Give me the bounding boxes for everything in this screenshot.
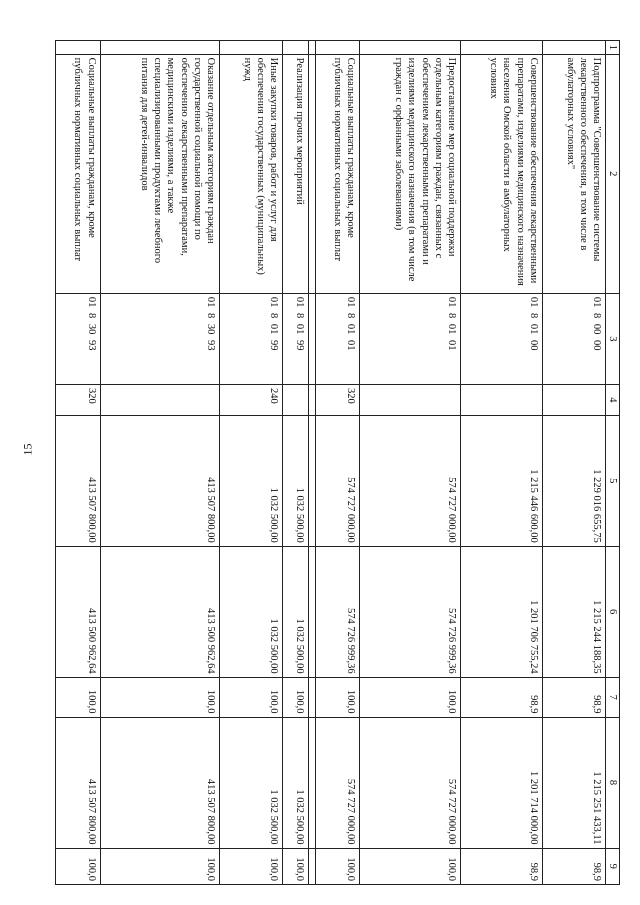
cell-fact: 574 726 999,36 bbox=[360, 546, 461, 677]
header-cell: 8 bbox=[605, 717, 619, 848]
cell-limit: 1 201 714 000,00 bbox=[460, 717, 542, 848]
budget-table bbox=[55, 40, 620, 885]
cell-pct2: 100,0 bbox=[219, 848, 282, 884]
cell-pct2: 100,0 bbox=[360, 848, 461, 884]
cell-empty bbox=[308, 677, 315, 717]
cell-pct: 98,9 bbox=[542, 677, 605, 717]
cell-name: Реализация прочих мероприятий bbox=[282, 54, 308, 293]
cell-code: 01 8 00 00 bbox=[542, 293, 605, 384]
cell-limit: 574 727 000,00 bbox=[360, 717, 461, 848]
cell-type bbox=[282, 384, 308, 415]
cell-pct2: 98,9 bbox=[542, 848, 605, 884]
cell-name: Предоставление мер социальной поддержки отдельным категориям граждан, связанных с обеспечением лекарственными препаратами и изделиями медицинского назначения (в том числе граждан с орфанными заболеваниями) bbox=[360, 54, 461, 293]
cell-pct: 100,0 bbox=[315, 677, 359, 717]
cell-name: Социальные выплаты гражданам, кроме публичных нормативных социальных выплат bbox=[56, 54, 101, 293]
page-number: 15 bbox=[20, 443, 35, 456]
cell-type: 320 bbox=[315, 384, 359, 415]
header-cell: 6 bbox=[605, 546, 619, 677]
cell-fact: 1 032 500,00 bbox=[219, 546, 282, 677]
header-cell: 1 bbox=[605, 41, 619, 55]
cell-limit: 1 032 500,00 bbox=[219, 717, 282, 848]
cell-empty bbox=[542, 41, 605, 55]
cell-empty bbox=[308, 415, 315, 546]
cell-name: Социальные выплаты гражданам, кроме публичных нормативных социальных выплат bbox=[315, 54, 359, 293]
cell-type: 320 bbox=[56, 384, 101, 415]
cell-empty bbox=[100, 41, 219, 55]
cell-empty bbox=[315, 41, 359, 55]
cell-pct2: 100,0 bbox=[282, 848, 308, 884]
cell-code: 01 8 01 01 bbox=[360, 293, 461, 384]
cell-pct2: 98,9 bbox=[460, 848, 542, 884]
cell-empty bbox=[308, 848, 315, 884]
cell-fact: 1 201 706 755,24 bbox=[460, 546, 542, 677]
rotated-table-wrapper bbox=[55, 40, 620, 885]
cell-name: Иные закупки товаров, работ и услуг для обеспечения государственных (муниципальных) нужд bbox=[219, 54, 282, 293]
cell-type bbox=[542, 384, 605, 415]
cell-plan: 413 507 800,00 bbox=[56, 415, 101, 546]
cell-limit: 1 215 251 433,11 bbox=[542, 717, 605, 848]
cell-type: 240 bbox=[219, 384, 282, 415]
cell-code: 01 8 01 00 bbox=[460, 293, 542, 384]
header-cell: 7 bbox=[605, 677, 619, 717]
cell-limit: 413 507 800,00 bbox=[56, 717, 101, 848]
cell-empty bbox=[308, 41, 315, 55]
cell-plan: 1 229 016 655,75 bbox=[542, 415, 605, 546]
cell-name: Оказание отдельным категориям граждан государственной социальной помощи по обеспечению лекарственными препаратами, медицинскими изделиями, а также специализированными продуктами лечебного питания для детей-инвалидов bbox=[100, 54, 219, 293]
header-row bbox=[605, 41, 619, 885]
cell-pct2: 100,0 bbox=[315, 848, 359, 884]
cell-fact: 413 500 962,64 bbox=[100, 546, 219, 677]
cell-code: 01 8 01 99 bbox=[282, 293, 308, 384]
header-cell: 5 bbox=[605, 415, 619, 546]
cell-fact: 1 215 244 188,35 bbox=[542, 546, 605, 677]
cell-pct: 98,9 bbox=[460, 677, 542, 717]
cell-empty bbox=[308, 54, 315, 293]
cell-fact: 1 032 500,00 bbox=[282, 546, 308, 677]
cell-pct2: 100,0 bbox=[100, 848, 219, 884]
table-row bbox=[542, 41, 605, 885]
cell-fact: 574 726 999,36 bbox=[315, 546, 359, 677]
table-row bbox=[219, 41, 282, 885]
table-row bbox=[100, 41, 219, 885]
cell-pct: 100,0 bbox=[219, 677, 282, 717]
cell-empty bbox=[360, 41, 461, 55]
cell-type bbox=[360, 384, 461, 415]
cell-limit: 413 507 800,00 bbox=[100, 717, 219, 848]
cell-pct: 100,0 bbox=[56, 677, 101, 717]
cell-code: 01 8 30 93 bbox=[56, 293, 101, 384]
cell-empty bbox=[219, 41, 282, 55]
cell-plan: 574 727 000,00 bbox=[315, 415, 359, 546]
cell-code: 01 8 01 99 bbox=[219, 293, 282, 384]
cell-empty bbox=[308, 717, 315, 848]
header-cell: 9 bbox=[605, 848, 619, 884]
header-cell: 3 bbox=[605, 293, 619, 384]
cell-type bbox=[100, 384, 219, 415]
table-row bbox=[315, 41, 359, 885]
cell-limit: 574 727 000,00 bbox=[315, 717, 359, 848]
cell-plan: 413 507 800,00 bbox=[100, 415, 219, 546]
cell-empty bbox=[460, 41, 542, 55]
cell-plan: 1 215 446 600,00 bbox=[460, 415, 542, 546]
cell-fact: 413 500 962,64 bbox=[56, 546, 101, 677]
cell-empty bbox=[308, 384, 315, 415]
cell-pct: 100,0 bbox=[100, 677, 219, 717]
cell-plan: 1 032 500,00 bbox=[219, 415, 282, 546]
cell-pct: 100,0 bbox=[282, 677, 308, 717]
cell-code: 01 8 30 93 bbox=[100, 293, 219, 384]
header-cell: 2 bbox=[605, 54, 619, 293]
cell-plan: 1 032 500,00 bbox=[282, 415, 308, 546]
cell-plan: 574 727 000,00 bbox=[360, 415, 461, 546]
cell-code: 01 8 01 01 bbox=[315, 293, 359, 384]
cell-empty bbox=[308, 293, 315, 384]
table-row bbox=[360, 41, 461, 885]
cell-pct2: 100,0 bbox=[56, 848, 101, 884]
cell-empty bbox=[56, 41, 101, 55]
cell-pct: 100,0 bbox=[360, 677, 461, 717]
cell-empty bbox=[282, 41, 308, 55]
cell-limit: 1 032 500,00 bbox=[282, 717, 308, 848]
cell-empty bbox=[308, 546, 315, 677]
table-row bbox=[56, 41, 101, 885]
separator-row bbox=[308, 41, 315, 885]
cell-name: Подпрограмма "Совершенствование системы лекарственного обеспечения, в том числе в амбулаторных условиях" bbox=[542, 54, 605, 293]
header-cell: 4 bbox=[605, 384, 619, 415]
table-row bbox=[460, 41, 542, 885]
cell-name: Совершенствование обеспечения лекарственными препаратами, изделиями медицинского назначения населения Омской области в амбулаторных условиях bbox=[460, 54, 542, 293]
cell-type bbox=[460, 384, 542, 415]
table-row bbox=[282, 41, 308, 885]
